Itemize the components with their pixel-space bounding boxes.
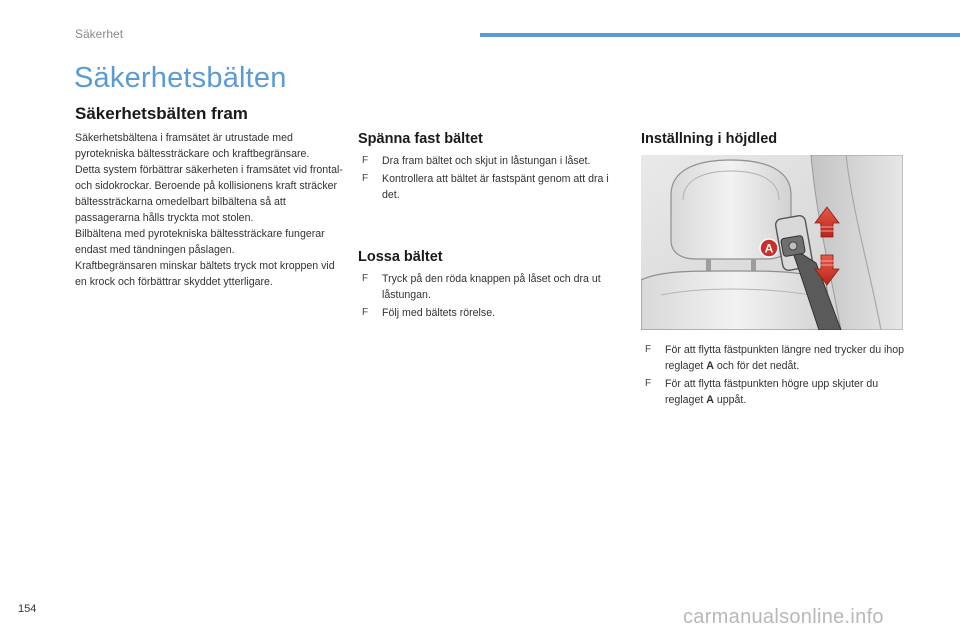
list-item-text: Tryck på den röda knappen på låset och dra ut låstungan. (382, 273, 601, 301)
text-fragment: uppåt. (713, 394, 747, 406)
list-item-text: Dra fram bältet och skjut in låstungan i låset. (382, 155, 591, 167)
intro-paragraph: Säkerhetsbältena i framsätet är utrustade med pyrotekniska bältessträckare och kraftbegränsare. (75, 132, 310, 160)
seatbelt-height-adjuster-illustration (641, 155, 903, 330)
intro-paragraph: Kraftbegränsaren minskar bältets tryck mot kroppen vid en krock och förbättrar skyddet ytterligare. (75, 260, 335, 288)
section-accent-bar (480, 33, 960, 37)
text-fragment: och för det nedåt. (713, 360, 800, 372)
release-heading: Lossa bältet (358, 249, 443, 265)
height-adjust-heading: Inställning i höjdled (641, 131, 778, 147)
text-fragment: För att flytta fästpunkten längre ned trycker du ihop reglaget (665, 344, 905, 372)
intro-paragraph: Detta system förbättrar säkerheten i framsätet vid frontal- och sidokrockar. Beroende på kollisionens kraft sträcker bältessträckarna omedelbart bilbältena så att passagerarna hålls tryckta mot stolen. (75, 164, 343, 224)
section-label: Säkerhet (75, 27, 124, 41)
release-list (358, 271, 622, 323)
control-label-a: A (706, 360, 714, 372)
bullet-icon: F (645, 344, 652, 355)
list-item (358, 305, 622, 321)
bullet-icon: F (645, 378, 652, 389)
text-fragment: För att flytta fästpunkten högre upp skjuter du reglaget (665, 378, 879, 406)
bullet-icon: F (362, 173, 369, 184)
intro-text (75, 130, 345, 290)
list-item-text: Kontrollera att bältet är fastspänt genom att dra i det. (382, 173, 609, 201)
bullet-icon: F (362, 273, 369, 284)
bullet-icon: F (362, 155, 369, 166)
list-item-text: Följ med bältets rörelse. (382, 307, 496, 319)
list-item (641, 342, 905, 374)
fasten-list (358, 153, 622, 205)
fasten-heading: Spänna fast bältet (358, 131, 483, 147)
list-item-text (665, 344, 904, 372)
list-item-text (665, 378, 878, 406)
list-item (358, 171, 622, 203)
height-adjust-list (641, 342, 905, 410)
bullet-icon: F (362, 307, 369, 318)
page-title: Säkerhetsbälten (74, 62, 287, 94)
list-item (358, 271, 622, 303)
control-label-a: A (706, 394, 714, 406)
watermark: carmanualsonline.info (683, 606, 884, 628)
label-a-text: A (764, 241, 774, 256)
intro-paragraph: Bilbältena med pyrotekniska bältessträckare fungerar endast med tändningen påslagen. (75, 228, 325, 256)
list-item (358, 153, 622, 169)
section-subtitle: Säkerhetsbälten fram (75, 104, 248, 123)
list-item (641, 376, 905, 408)
page-number: 154 (18, 603, 37, 615)
